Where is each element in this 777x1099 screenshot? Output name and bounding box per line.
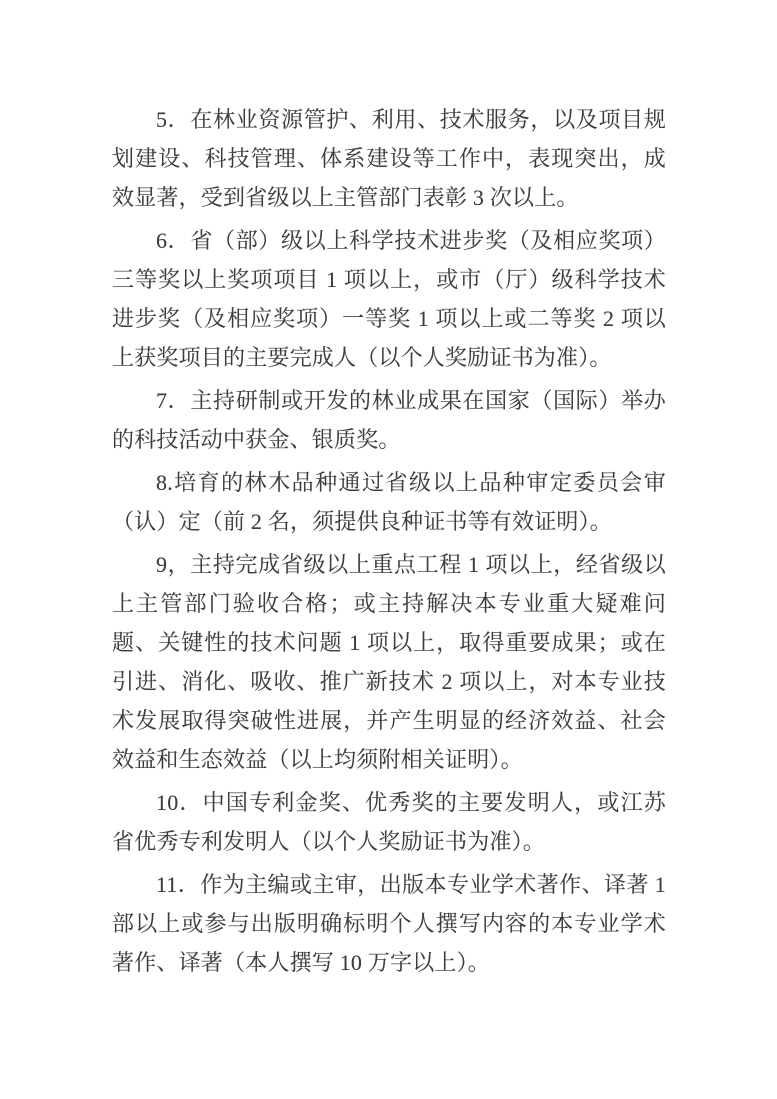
paragraph-item-7: 7．主持研制或开发的林业成果在国家（国际）举办的科技活动中获金、银质奖。 — [112, 388, 666, 452]
paragraph-item-8: 8.培育的林木品种通过省级以上品种审定委员会审（认）定（前 2 名，须提供良种证书等有效证明）。 — [112, 470, 666, 534]
paragraph-item-10: 10．中国专利金奖、优秀奖的主要发明人，或江苏省优秀专利发明人（以个人奖励证书为准）。 — [112, 790, 666, 854]
paragraph-item-11: 11．作为主编或主审，出版本专业学术著作、译著 1 部以上或参与出版明确标明个人撰写内容的本专业学术著作、译著（本人撰写 10 万字以上）。 — [112, 872, 666, 975]
paragraph-item-9: 9，主持完成省级以上重点工程 1 项以上，经省级以上主管部门验收合格；或主持解决本专业重大疑难问题、关键性的技术问题 1 项以上，取得重要成果；或在引进、消化、吸收、推广新技术 2 项以上，对本专业技术发展取得突破性进展，并产生明显的经济效益、社会效益和生态效益（以上均须附相关证明）。 — [112, 552, 666, 772]
document-body — [112, 100, 666, 982]
paragraph-item-5: 5．在林业资源管护、利用、技术服务，以及项目规划建设、科技管理、体系建设等工作中，表现突出，成效显著，受到省级以上主管部门表彰 3 次以上。 — [112, 107, 666, 210]
paragraph-item-6: 6．省（部）级以上科学技术进步奖（及相应奖项）三等奖以上奖项项目 1 项以上，或市（厅）级科学技术进步奖（及相应奖项）一等奖 1 项以上或二等奖 2 项以上获奖项目的主要完成人（以个人奖励证书为准）。 — [112, 228, 666, 370]
